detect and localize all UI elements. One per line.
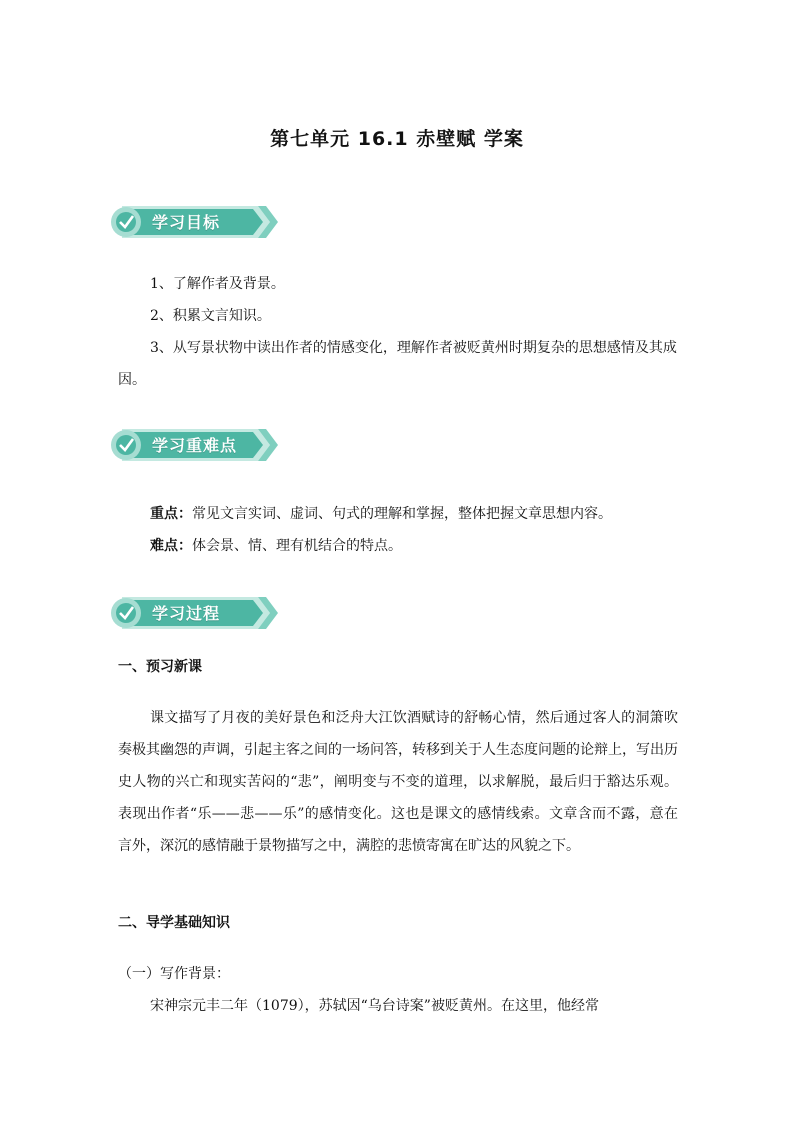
goal-item-3: 3、从写景状物中读出作者的情感变化，理解作者被贬黄州时期复杂的思想感情及其成因。 xyxy=(118,340,677,388)
section-heading-process: 学习过程 xyxy=(152,604,221,623)
difficulty-text: 体会景、情、理有机结合的特点。 xyxy=(192,538,402,554)
key-point-text: 常见文言实词、虚词、句式的理解和掌握，整体把握文章思想内容。 xyxy=(192,506,612,522)
section-heading-goals: 学习目标 xyxy=(152,213,221,232)
difficulty-label: 难点： xyxy=(150,538,192,554)
part2-title: 二、导学基础知识 xyxy=(118,915,230,931)
section-badge-process xyxy=(108,593,278,633)
part1-paragraph: 课文描写了月夜的美好景色和泛舟大江饮酒赋诗的舒畅心情，然后通过客人的洞箫吹奏极其幽怨的声调，引起主客之间的一场问答，转移到关于人生态度问题的论辩上，写出历史人物的兴亡和现实苦闷的“悲”，阐明变与不变的道理，以求解脱，最后归于豁达乐观。表现出作者“乐——悲——乐”的感情变化。这也是课文的感情线索。文章含而不露，意在言外，深沉的感情融于景物描写之中，满腔的悲愤寄寓在旷达的风貌之下。 xyxy=(118,710,678,854)
part1-title: 一、预习新课 xyxy=(118,659,202,675)
sub1-text: 宋神宗元丰二年（1079），苏轼因“乌台诗案”被贬黄州。在这里，他经常 xyxy=(150,998,599,1014)
section-badge-keypoints xyxy=(108,425,278,465)
section-heading-keypoints: 学习重难点 xyxy=(152,436,238,455)
key-point-label: 重点： xyxy=(150,506,192,522)
goal-item-1: 1、了解作者及背景。 xyxy=(150,276,285,292)
difficulty-line xyxy=(150,536,402,556)
page-title: 第七单元 16.1 赤壁赋 学案 xyxy=(270,128,524,150)
key-point-line xyxy=(150,504,612,524)
sub1-title: （一）写作背景： xyxy=(118,966,230,982)
section-badge-goals xyxy=(108,202,278,242)
goal-item-2: 2、积累文言知识。 xyxy=(150,308,271,324)
